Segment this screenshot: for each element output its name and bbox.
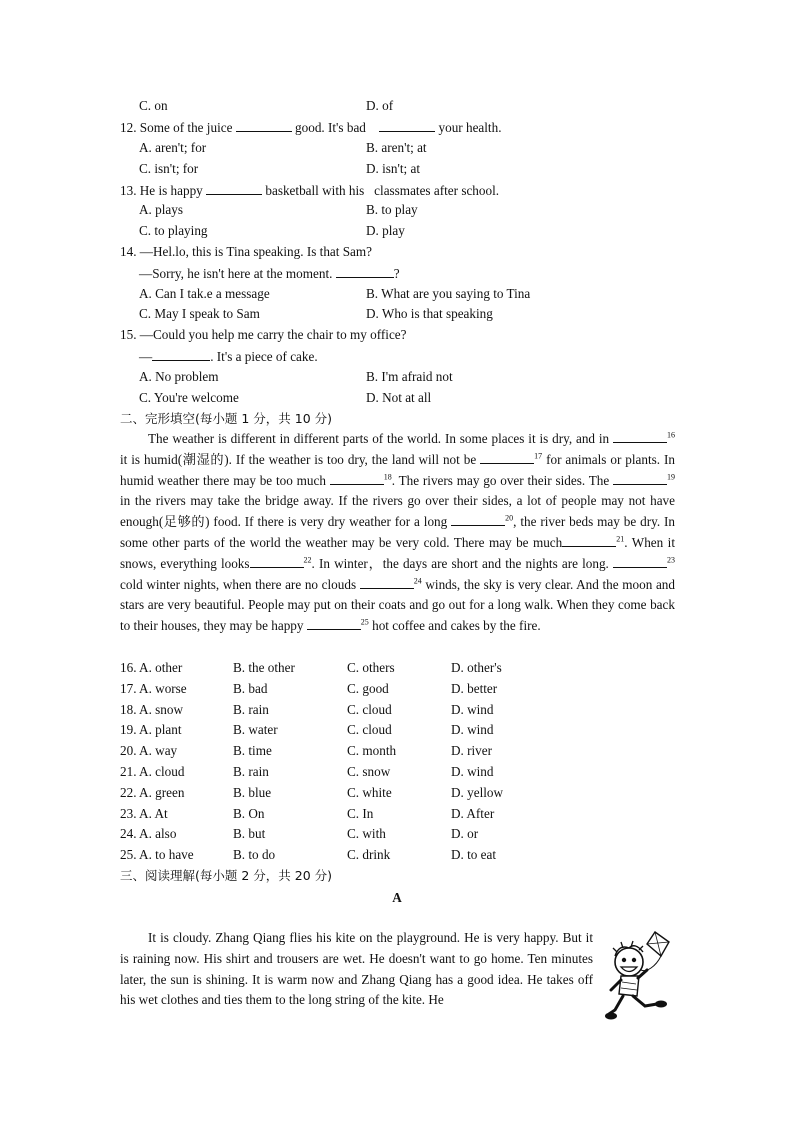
question-12: 12. Some of the juice good. It's bad your health. <box>120 120 502 135</box>
q12-option-b: B. aren't; at <box>366 140 427 155</box>
reading-passage: It is cloudy. Zhang Qiang flies his kite on the playground. He is very happy. But it is raining now. His shirt and trousers are wet. He doesn't want to go home. Ten minutes later, the sun is shining. It is warm now and Zhang Qiang has a good idea. He takes off his wet clothes and ties them to the long string of the kite. He <box>120 930 593 1008</box>
cloze-option: B. to do <box>233 847 276 863</box>
cloze-option: 24. A. also <box>120 826 177 842</box>
cloze-option: D. wind <box>451 701 494 717</box>
cloze-option: D. better <box>451 680 498 696</box>
question-15: 15. —Could you help me carry the chair to my office? <box>120 327 407 342</box>
cloze-option: C. others <box>347 660 395 675</box>
q15-option-b: B. I'm afraid not <box>366 369 453 384</box>
cloze-passage: The weather is different in different parts of the world. In some places it is dry, and in $^{16}$ it is humid(潮湿的). If the weather is too dry, the land will not be $^{17}$ for animals or plants. In humid weather there may be too much $^{18}$. The rivers may go over their sides. The $^{19}$ in the rivers may take the bridge away. If the rivers go over their sides, a lot of people may not have enough(足够的) food. If there is very dry weather for a long $^{20}$, the river beds may be dry. In some other parts of the world the weather may be very cold. There may be much $^{21}$. When it snows, everything looks $^{22}$. In winter，the days are short and the nights are long. $^{23}$ cold winter nights, when there are no clouds $^{24}$ winds, the sky is very clear. And the moon and stars are very beautiful. People may put on their coats and go out for a long walk. When they come back to their houses, they may be happy $^{25}$ hot coffee and cakes by the fire. <box>120 430 676 634</box>
cloze-option: C. cloud <box>347 701 392 717</box>
cloze-option: B. rain <box>233 701 269 717</box>
blank-16[interactable] <box>613 430 667 443</box>
cloze-option: D. river <box>451 743 493 759</box>
blank[interactable] <box>379 119 435 132</box>
cloze-option: D. to eat <box>451 847 497 863</box>
question-13: 13. He is happy basketball with his classmates after school. <box>120 183 500 198</box>
cloze-option: D. After <box>451 805 495 821</box>
cloze-option: B. but <box>233 826 266 842</box>
cloze-option: D. wind <box>451 764 494 779</box>
question-14: 14. —Hel.lo, this is Tina speaking. Is that Sam? <box>120 244 373 259</box>
q12-option-a: A. aren't; for <box>139 140 207 155</box>
blank-20[interactable] <box>451 513 505 526</box>
cloze-option: 21. A. cloud <box>120 764 185 779</box>
cloze-option: 18. A. snow <box>120 701 184 717</box>
section-2-heading: 二、完形填空(每小题 1 分，共 10 分) <box>120 411 333 426</box>
q13-option-b: B. to play <box>366 202 418 217</box>
q14-option-a: A. Can I tak.e a message <box>139 286 270 301</box>
cloze-option: C. white <box>347 784 392 800</box>
cloze-option: 19. A. plant <box>120 722 182 738</box>
blank-19[interactable] <box>613 472 667 485</box>
section-3-heading: 三、阅读理解(每小题 2 分，共 20 分) <box>120 868 333 883</box>
q11-option-c: C. on <box>139 98 168 113</box>
q15-option-c: C. You're welcome <box>139 390 239 405</box>
cloze-option: D. other's <box>451 660 502 675</box>
cloze-option: C. good <box>347 680 389 696</box>
cloze-option: C. cloud <box>347 722 392 738</box>
cloze-option: B. water <box>233 722 278 738</box>
cloze-option: B. the other <box>233 660 295 675</box>
cloze-option: 17. A. worse <box>120 680 187 696</box>
blank-23[interactable] <box>613 555 667 568</box>
blank-21[interactable] <box>562 534 616 547</box>
q11-option-d: D. of <box>366 98 394 113</box>
blank-24[interactable] <box>360 576 414 589</box>
cloze-option: D. yellow <box>451 784 504 800</box>
q15-option-a: A. No problem <box>139 369 219 384</box>
question-14-reply: —Sorry, he isn't here at the moment. ? <box>139 266 400 281</box>
cloze-option: C. month <box>347 743 397 759</box>
q13-option-a: A. plays <box>139 202 183 217</box>
q13-option-d: D. play <box>366 223 405 238</box>
cloze-option: 23. A. At <box>120 805 168 821</box>
blank-17[interactable] <box>480 451 534 464</box>
cloze-option: B. bad <box>233 680 268 696</box>
cloze-option: B. rain <box>233 764 269 779</box>
blank[interactable] <box>206 182 262 195</box>
blank[interactable] <box>236 119 292 132</box>
q12-option-d: D. isn't; at <box>366 161 421 176</box>
cloze-option: 16. A. other <box>120 660 183 675</box>
q15-option-d: D. Not at all <box>366 390 432 405</box>
passage-label: A <box>392 890 402 905</box>
cloze-option: B. time <box>233 743 272 759</box>
cloze-option: 25. A. to have <box>120 847 194 863</box>
cloze-option: D. or <box>451 826 479 842</box>
blank[interactable] <box>336 265 394 278</box>
cloze-option: C. with <box>347 826 386 842</box>
cloze-option: D. wind <box>451 722 494 738</box>
blank-18[interactable] <box>330 472 384 485</box>
cloze-option: C. snow <box>347 764 391 779</box>
cloze-option: C. In <box>347 805 374 821</box>
cloze-option: B. blue <box>233 784 272 800</box>
kite-boy-illustration <box>605 930 673 1025</box>
cloze-option: B. On <box>233 805 265 821</box>
q12-option-c: C. isn't; for <box>139 161 199 176</box>
blank-22[interactable] <box>250 555 304 568</box>
cloze-option: 22. A. green <box>120 784 185 800</box>
cloze-option: 20. A. way <box>120 743 178 759</box>
q14-option-b: B. What are you saying to Tina <box>366 286 531 301</box>
question-15-reply: — . It's a piece of cake. <box>139 349 318 364</box>
blank[interactable] <box>152 348 210 361</box>
blank-25[interactable] <box>307 617 361 630</box>
q13-option-c: C. to playing <box>139 223 208 238</box>
cloze-option: C. drink <box>347 847 391 863</box>
q14-option-c: C. May I speak to Sam <box>139 306 260 321</box>
q14-option-d: D. Who is that speaking <box>366 306 493 321</box>
